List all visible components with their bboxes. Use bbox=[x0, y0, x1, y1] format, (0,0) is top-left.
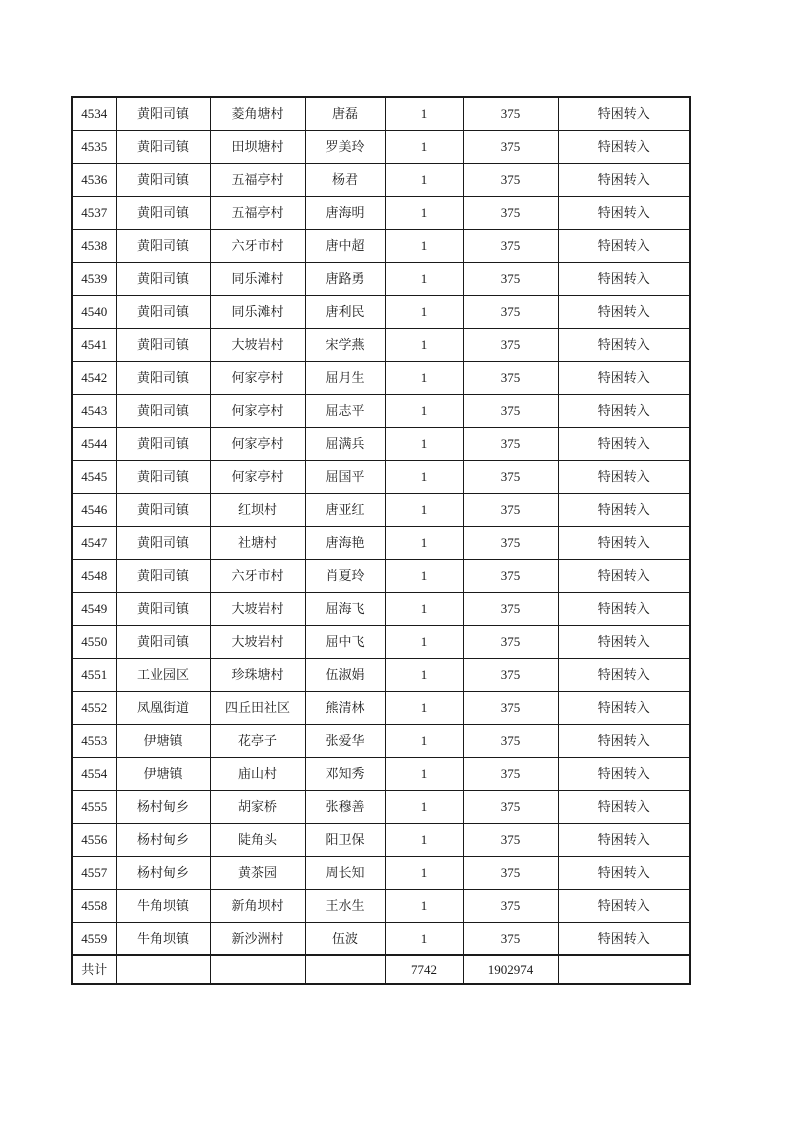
cell-town: 伊塘镇 bbox=[116, 757, 210, 790]
table-row bbox=[72, 130, 690, 163]
cell-amount: 375 bbox=[463, 691, 558, 724]
cell-serial-number: 4548 bbox=[72, 559, 116, 592]
cell-category: 特困转入 bbox=[558, 130, 690, 163]
cell-amount: 375 bbox=[463, 361, 558, 394]
table-row bbox=[72, 592, 690, 625]
cell-person-name: 唐亚红 bbox=[305, 493, 385, 526]
cell-amount: 375 bbox=[463, 427, 558, 460]
cell-person-name: 杨君 bbox=[305, 163, 385, 196]
cell-town: 黄阳司镇 bbox=[116, 229, 210, 262]
cell-amount: 375 bbox=[463, 493, 558, 526]
cell-town: 工业园区 bbox=[116, 658, 210, 691]
cell-amount: 375 bbox=[463, 196, 558, 229]
cell-count: 1 bbox=[385, 328, 463, 361]
cell-town: 黄阳司镇 bbox=[116, 97, 210, 130]
cell-amount: 375 bbox=[463, 163, 558, 196]
cell-town: 黄阳司镇 bbox=[116, 559, 210, 592]
cell-person-name: 唐海艳 bbox=[305, 526, 385, 559]
cell-serial-number: 4537 bbox=[72, 196, 116, 229]
cell-serial-number: 4534 bbox=[72, 97, 116, 130]
cell-count: 1 bbox=[385, 823, 463, 856]
cell-village: 何家亭村 bbox=[210, 427, 305, 460]
cell-category: 特困转入 bbox=[558, 889, 690, 922]
cell-person-name: 宋学燕 bbox=[305, 328, 385, 361]
cell-category: 特困转入 bbox=[558, 922, 690, 955]
cell-count: 1 bbox=[385, 361, 463, 394]
table-row bbox=[72, 823, 690, 856]
cell-amount: 375 bbox=[463, 559, 558, 592]
cell-amount: 375 bbox=[463, 328, 558, 361]
table-body bbox=[72, 97, 690, 984]
cell-town: 黄阳司镇 bbox=[116, 328, 210, 361]
cell-town: 伊塘镇 bbox=[116, 724, 210, 757]
cell-person-name: 伍淑娟 bbox=[305, 658, 385, 691]
cell-person-name: 熊清林 bbox=[305, 691, 385, 724]
cell-town: 黄阳司镇 bbox=[116, 526, 210, 559]
cell-village: 何家亭村 bbox=[210, 460, 305, 493]
cell-count: 1 bbox=[385, 130, 463, 163]
cell-village: 何家亭村 bbox=[210, 361, 305, 394]
cell-town: 黄阳司镇 bbox=[116, 493, 210, 526]
cell-category: 特困转入 bbox=[558, 592, 690, 625]
cell-amount: 375 bbox=[463, 394, 558, 427]
cell-person-name: 唐中超 bbox=[305, 229, 385, 262]
table-row bbox=[72, 460, 690, 493]
cell-village: 菱角塘村 bbox=[210, 97, 305, 130]
cell-serial-number: 4552 bbox=[72, 691, 116, 724]
cell-count: 1 bbox=[385, 856, 463, 889]
table-total-row bbox=[72, 955, 690, 984]
cell-serial-number: 4543 bbox=[72, 394, 116, 427]
cell-person-name bbox=[305, 955, 385, 984]
cell-amount: 375 bbox=[463, 592, 558, 625]
cell-town: 黄阳司镇 bbox=[116, 427, 210, 460]
cell-category: 特困转入 bbox=[558, 856, 690, 889]
cell-village: 社塘村 bbox=[210, 526, 305, 559]
table-row bbox=[72, 889, 690, 922]
cell-category: 特困转入 bbox=[558, 526, 690, 559]
cell-town: 杨村甸乡 bbox=[116, 856, 210, 889]
cell-serial-number: 4555 bbox=[72, 790, 116, 823]
cell-count: 1 bbox=[385, 262, 463, 295]
cell-village: 胡家桥 bbox=[210, 790, 305, 823]
cell-count: 1 bbox=[385, 724, 463, 757]
table-row bbox=[72, 394, 690, 427]
cell-serial-number: 4536 bbox=[72, 163, 116, 196]
cell-serial-number: 4546 bbox=[72, 493, 116, 526]
cell-amount: 375 bbox=[463, 757, 558, 790]
cell-town bbox=[116, 955, 210, 984]
cell-serial-number: 4539 bbox=[72, 262, 116, 295]
cell-count: 1 bbox=[385, 559, 463, 592]
cell-count: 1 bbox=[385, 691, 463, 724]
cell-person-name: 屈海飞 bbox=[305, 592, 385, 625]
cell-person-name: 屈月生 bbox=[305, 361, 385, 394]
table-row bbox=[72, 790, 690, 823]
cell-village: 红坝村 bbox=[210, 493, 305, 526]
cell-count: 7742 bbox=[385, 955, 463, 984]
cell-town: 黄阳司镇 bbox=[116, 130, 210, 163]
cell-serial-number: 4542 bbox=[72, 361, 116, 394]
cell-village: 同乐滩村 bbox=[210, 295, 305, 328]
cell-town: 凤凰街道 bbox=[116, 691, 210, 724]
cell-village: 田坝塘村 bbox=[210, 130, 305, 163]
cell-village: 大坡岩村 bbox=[210, 592, 305, 625]
cell-count: 1 bbox=[385, 889, 463, 922]
cell-person-name: 伍波 bbox=[305, 922, 385, 955]
cell-village: 大坡岩村 bbox=[210, 328, 305, 361]
cell-amount: 375 bbox=[463, 823, 558, 856]
cell-serial-number: 4559 bbox=[72, 922, 116, 955]
cell-serial-number: 4535 bbox=[72, 130, 116, 163]
table-row bbox=[72, 493, 690, 526]
cell-count: 1 bbox=[385, 592, 463, 625]
cell-count: 1 bbox=[385, 163, 463, 196]
cell-category: 特困转入 bbox=[558, 262, 690, 295]
table-row bbox=[72, 163, 690, 196]
cell-amount: 375 bbox=[463, 889, 558, 922]
cell-count: 1 bbox=[385, 922, 463, 955]
cell-town: 黄阳司镇 bbox=[116, 196, 210, 229]
cell-serial-number: 4557 bbox=[72, 856, 116, 889]
cell-count: 1 bbox=[385, 658, 463, 691]
cell-category: 特困转入 bbox=[558, 559, 690, 592]
cell-category: 特困转入 bbox=[558, 361, 690, 394]
cell-town: 牛角坝镇 bbox=[116, 922, 210, 955]
cell-count: 1 bbox=[385, 229, 463, 262]
cell-person-name: 王水生 bbox=[305, 889, 385, 922]
cell-category bbox=[558, 955, 690, 984]
cell-count: 1 bbox=[385, 625, 463, 658]
cell-village: 何家亭村 bbox=[210, 394, 305, 427]
cell-village: 黄茶园 bbox=[210, 856, 305, 889]
cell-category: 特困转入 bbox=[558, 757, 690, 790]
cell-person-name: 罗美玲 bbox=[305, 130, 385, 163]
cell-village: 陡角头 bbox=[210, 823, 305, 856]
cell-category: 特困转入 bbox=[558, 658, 690, 691]
cell-count: 1 bbox=[385, 394, 463, 427]
cell-serial-number: 共计 bbox=[72, 955, 116, 984]
cell-town: 黄阳司镇 bbox=[116, 262, 210, 295]
cell-serial-number: 4553 bbox=[72, 724, 116, 757]
cell-amount: 1902974 bbox=[463, 955, 558, 984]
table-row bbox=[72, 97, 690, 130]
cell-count: 1 bbox=[385, 526, 463, 559]
cell-person-name: 屈中飞 bbox=[305, 625, 385, 658]
cell-category: 特困转入 bbox=[558, 493, 690, 526]
cell-town: 杨村甸乡 bbox=[116, 823, 210, 856]
cell-amount: 375 bbox=[463, 295, 558, 328]
cell-amount: 375 bbox=[463, 658, 558, 691]
cell-village: 新角坝村 bbox=[210, 889, 305, 922]
cell-person-name: 唐海明 bbox=[305, 196, 385, 229]
cell-category: 特困转入 bbox=[558, 196, 690, 229]
cell-amount: 375 bbox=[463, 790, 558, 823]
cell-village: 庙山村 bbox=[210, 757, 305, 790]
table-row bbox=[72, 724, 690, 757]
cell-category: 特困转入 bbox=[558, 328, 690, 361]
cell-amount: 375 bbox=[463, 97, 558, 130]
cell-town: 黄阳司镇 bbox=[116, 592, 210, 625]
cell-person-name: 张爱华 bbox=[305, 724, 385, 757]
table-row bbox=[72, 427, 690, 460]
cell-category: 特困转入 bbox=[558, 790, 690, 823]
cell-village bbox=[210, 955, 305, 984]
cell-count: 1 bbox=[385, 427, 463, 460]
cell-amount: 375 bbox=[463, 526, 558, 559]
cell-village: 花亭子 bbox=[210, 724, 305, 757]
cell-category: 特困转入 bbox=[558, 295, 690, 328]
cell-category: 特困转入 bbox=[558, 691, 690, 724]
table-row bbox=[72, 757, 690, 790]
beneficiary-table bbox=[71, 96, 691, 985]
table-row bbox=[72, 295, 690, 328]
cell-amount: 375 bbox=[463, 922, 558, 955]
cell-village: 五福亭村 bbox=[210, 163, 305, 196]
cell-count: 1 bbox=[385, 460, 463, 493]
table-row bbox=[72, 328, 690, 361]
cell-amount: 375 bbox=[463, 460, 558, 493]
cell-amount: 375 bbox=[463, 130, 558, 163]
cell-town: 杨村甸乡 bbox=[116, 790, 210, 823]
cell-person-name: 屈满兵 bbox=[305, 427, 385, 460]
table-row bbox=[72, 262, 690, 295]
cell-category: 特困转入 bbox=[558, 625, 690, 658]
cell-serial-number: 4551 bbox=[72, 658, 116, 691]
cell-village: 六牙市村 bbox=[210, 229, 305, 262]
cell-category: 特困转入 bbox=[558, 427, 690, 460]
cell-person-name: 阳卫保 bbox=[305, 823, 385, 856]
cell-serial-number: 4540 bbox=[72, 295, 116, 328]
cell-amount: 375 bbox=[463, 262, 558, 295]
cell-town: 黄阳司镇 bbox=[116, 394, 210, 427]
table-row bbox=[72, 559, 690, 592]
cell-serial-number: 4550 bbox=[72, 625, 116, 658]
cell-count: 1 bbox=[385, 493, 463, 526]
cell-serial-number: 4554 bbox=[72, 757, 116, 790]
cell-count: 1 bbox=[385, 295, 463, 328]
cell-amount: 375 bbox=[463, 229, 558, 262]
cell-person-name: 唐磊 bbox=[305, 97, 385, 130]
cell-town: 黄阳司镇 bbox=[116, 460, 210, 493]
table-row bbox=[72, 625, 690, 658]
table-row bbox=[72, 361, 690, 394]
cell-category: 特困转入 bbox=[558, 97, 690, 130]
table-row bbox=[72, 922, 690, 955]
cell-person-name: 屈国平 bbox=[305, 460, 385, 493]
cell-serial-number: 4556 bbox=[72, 823, 116, 856]
cell-count: 1 bbox=[385, 97, 463, 130]
cell-category: 特困转入 bbox=[558, 823, 690, 856]
cell-town: 黄阳司镇 bbox=[116, 625, 210, 658]
table-row bbox=[72, 658, 690, 691]
cell-town: 牛角坝镇 bbox=[116, 889, 210, 922]
table-row bbox=[72, 229, 690, 262]
cell-category: 特困转入 bbox=[558, 724, 690, 757]
cell-person-name: 张穆善 bbox=[305, 790, 385, 823]
cell-category: 特困转入 bbox=[558, 229, 690, 262]
cell-village: 四丘田社区 bbox=[210, 691, 305, 724]
cell-serial-number: 4558 bbox=[72, 889, 116, 922]
table-row bbox=[72, 691, 690, 724]
table-row bbox=[72, 526, 690, 559]
cell-category: 特困转入 bbox=[558, 394, 690, 427]
cell-serial-number: 4541 bbox=[72, 328, 116, 361]
cell-village: 同乐滩村 bbox=[210, 262, 305, 295]
cell-amount: 375 bbox=[463, 625, 558, 658]
cell-person-name: 唐路勇 bbox=[305, 262, 385, 295]
cell-serial-number: 4545 bbox=[72, 460, 116, 493]
cell-serial-number: 4547 bbox=[72, 526, 116, 559]
cell-serial-number: 4549 bbox=[72, 592, 116, 625]
cell-person-name: 周长知 bbox=[305, 856, 385, 889]
cell-village: 五福亭村 bbox=[210, 196, 305, 229]
cell-village: 珍珠塘村 bbox=[210, 658, 305, 691]
cell-town: 黄阳司镇 bbox=[116, 163, 210, 196]
cell-village: 大坡岩村 bbox=[210, 625, 305, 658]
cell-village: 新沙洲村 bbox=[210, 922, 305, 955]
cell-amount: 375 bbox=[463, 856, 558, 889]
cell-town: 黄阳司镇 bbox=[116, 295, 210, 328]
cell-count: 1 bbox=[385, 790, 463, 823]
cell-person-name: 屈志平 bbox=[305, 394, 385, 427]
cell-serial-number: 4538 bbox=[72, 229, 116, 262]
cell-category: 特困转入 bbox=[558, 163, 690, 196]
cell-person-name: 肖夏玲 bbox=[305, 559, 385, 592]
cell-person-name: 唐利民 bbox=[305, 295, 385, 328]
table-row bbox=[72, 856, 690, 889]
cell-category: 特困转入 bbox=[558, 460, 690, 493]
cell-amount: 375 bbox=[463, 724, 558, 757]
cell-town: 黄阳司镇 bbox=[116, 361, 210, 394]
cell-person-name: 邓知秀 bbox=[305, 757, 385, 790]
cell-count: 1 bbox=[385, 196, 463, 229]
cell-village: 六牙市村 bbox=[210, 559, 305, 592]
cell-serial-number: 4544 bbox=[72, 427, 116, 460]
cell-count: 1 bbox=[385, 757, 463, 790]
table-row bbox=[72, 196, 690, 229]
